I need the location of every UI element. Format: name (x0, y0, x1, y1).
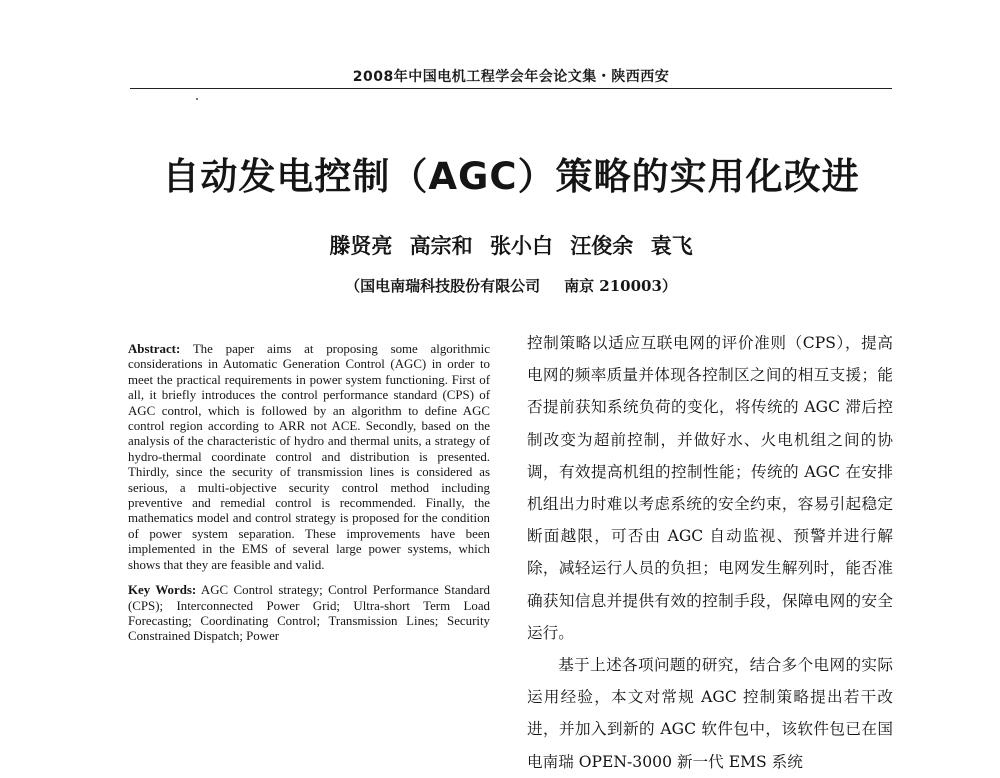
keywords-label: Key Words: (128, 583, 197, 598)
author-list: 滕贤亮 高宗和 张小白 汪俊余 袁飞 (329, 233, 693, 258)
keywords-text: AGC Control strategy; Control Performance Standard (CPS); Interconnected Power Grid; Ultra-short Term Load Forecasting; Coordinating Control; Transmission Lines; Security Constrained Dispatch; Power (128, 583, 491, 644)
affiliation (130, 275, 892, 296)
abstract-label: Abstract: (128, 342, 181, 356)
body-paragraph-1: 控制策略以适应互联电网的评价准则（CPS），提高电网的频率质量并体现各控制区之间的相互支援；能否提前获知系统负荷的变化，将传统的 AGC 滞后控制改变为超前控制，并做好水、火电机组之间的协调，有效提高机组的控制性能；传统的 AGC 在安排机组出力时难以考虑系统的安全约束，容易引起稳定断面越限，可否由 AGC 自动监视、预警并进行解除，减轻运行人员的负担；电网发生解列时，能否准确获知信息并提供有效的控制手段，保障电网的安全运行。 (527, 334, 893, 642)
abstract-column (128, 342, 490, 645)
paper-title: 自动发电控制（AGC）策略的实用化改进 (162, 155, 860, 198)
affiliation-city: 南京 210003） (564, 277, 677, 295)
affiliation-org: （国电南瑞科技股份有限公司 (345, 277, 541, 295)
abstract-paragraph (128, 342, 490, 573)
header-rule (130, 88, 892, 89)
keywords-paragraph (128, 583, 490, 645)
running-head: 2008年中国电机工程学会年会论文集・陕西西安 (352, 69, 670, 85)
body-paragraph-2: 基于上述各项问题的研究，结合多个电网的实际运用经验，本文对常规 AGC 控制策略提出若干改进，并加入到新的 AGC 软件包中，该软件包已在国电南瑞 OPEN-3000 新一代 EMS 系统 (527, 656, 893, 771)
abstract-text: The paper aims at proposing some algorithmic considerations in Automatic Generation Control (AGC) in order to meet the practical requirements in power system functioning. First of all, it briefly introduces the control performance standard (CPS) of AGC control, which is followed by an algorithm to define AGC control region according to ARR not ACE. Secondly, based on the analysis of the characteristic of hydro and thermal units, a strategy of hydro-thermal coordinate control and distribution is presented. Thirdly, since the security of transmission lines is considered as serious, a multi-objective security control method including preventive and remedial control is recommended. Finally, the mathematics model and control strategy is proposed for the condition of power system separation. These improvements have been implemented in the EMS of several large power systems, which shows that they are feasible and valid. (128, 342, 490, 572)
scan-speck (196, 98, 198, 100)
body-column (527, 327, 893, 778)
